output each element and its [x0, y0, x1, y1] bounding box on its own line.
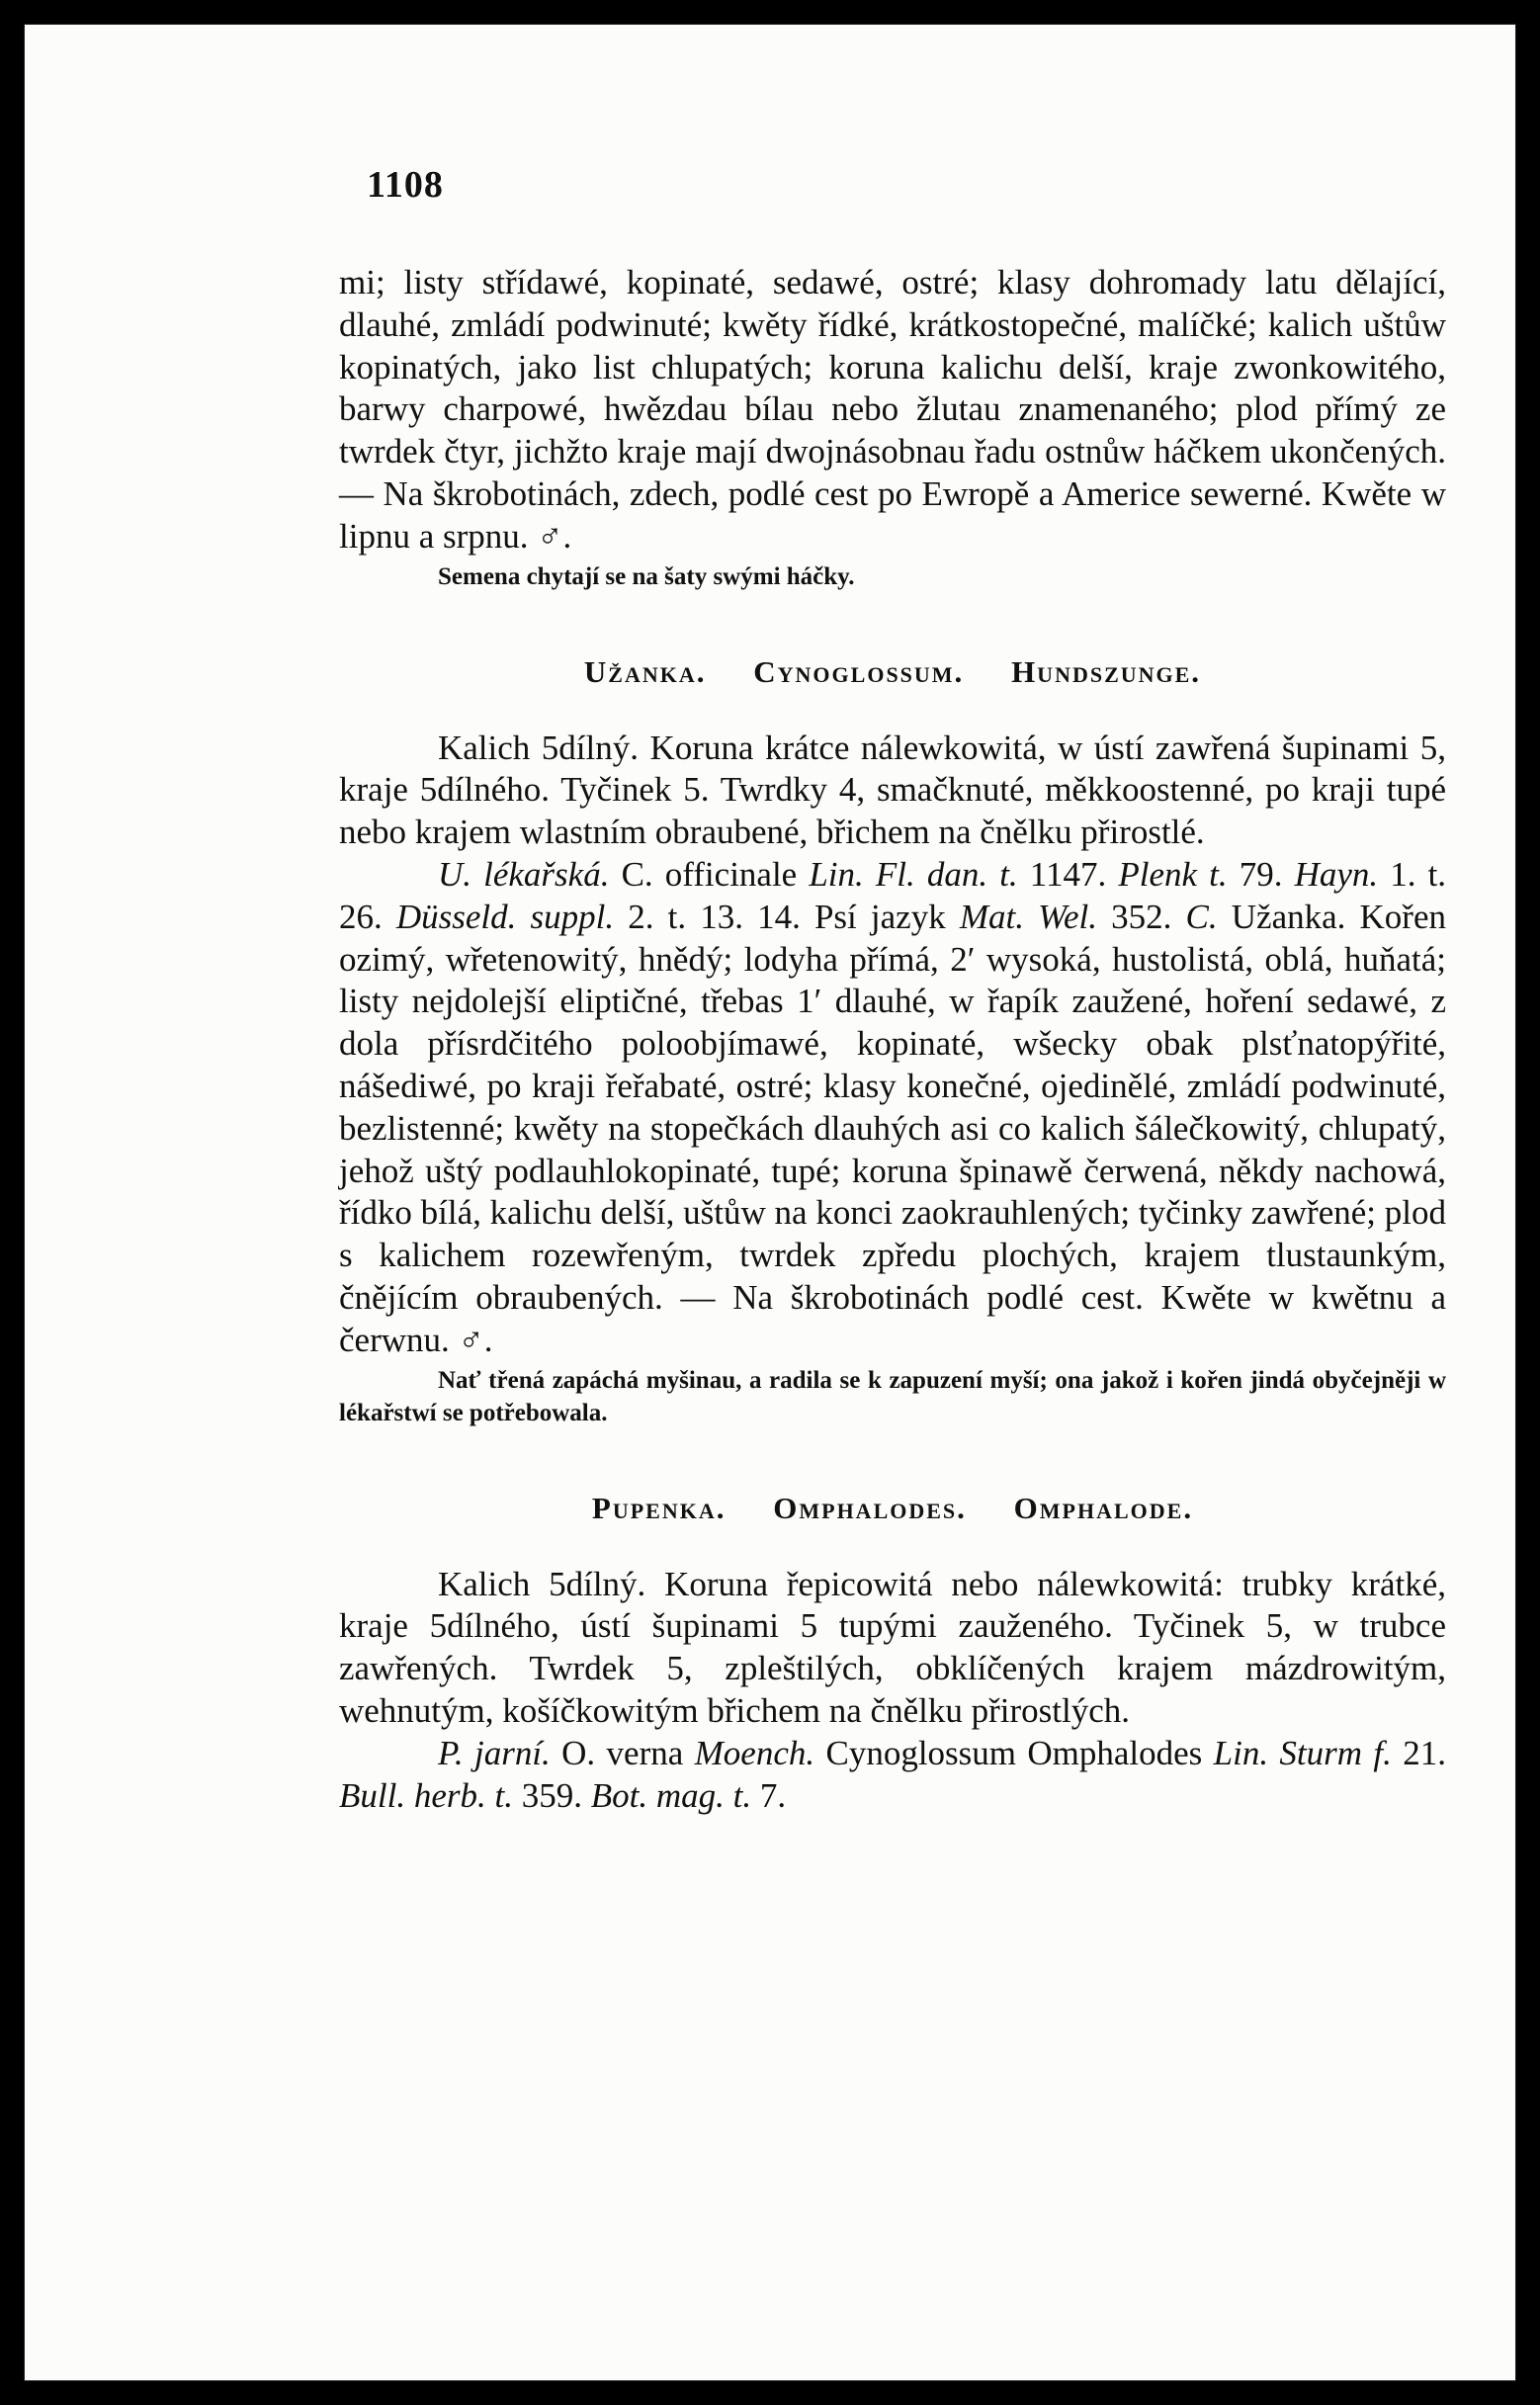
book-page [24, 24, 1516, 2381]
ref-linnaeus: Lin. [809, 854, 864, 894]
ref-bulliard: Bull. herb. t. [339, 1775, 513, 1815]
species-name: P. jarní. [438, 1733, 551, 1772]
text-column [339, 163, 1446, 1817]
ref-plenk-num: 79. [1239, 854, 1283, 894]
ref-plenk: Plenk t. [1118, 854, 1228, 894]
species-body: Užanka. Kořen ozimý, wřetenowitý, hnědý; lodyha přímá, 2′ wysoká, hustolistá, oblá, huňatá; listy nejdolejší eliptičné, třebas 1′ dlauhé, w řapík zaužené, hoření sedawé, z dola přísrdčitého poloobjímawé, kopinaté, wšecky obak plsťnatopýřité, nášediwé, po kraji řeřabaté, ostré; klasy konečné, ojedinělé, zmládí podwinuté, bezlistenné; kwěty na stopečkách dlauhých asi co kalich šálečkowitý, chlupatý, jehož uštý podlauhlokopinaté, tupé; koruna špinawě čerwená, někdy nachowá, řídko bílá, kalichu delší, uštůw na konci zaokrauhlených; tyčinky zawřené; plod s kalichem rozewřeným, twrdek zpředu plochých, krajem tlustaunkým, čnějícím obraubených. — Na škrobotinách podlé cest. Kwěte w kwětnu a čerwnu. ♂. [339, 897, 1446, 1359]
vernacular-name: Psí jazyk [813, 897, 946, 936]
genus-name-czech: Pupenka. [591, 1490, 727, 1525]
species-entry-cynoglossum [339, 854, 1446, 1362]
page-number: 1108 [367, 164, 444, 206]
genus-heading-omphalodes [339, 1491, 1446, 1526]
ref-dusseldorf: Düsseld. suppl. [395, 897, 615, 936]
genus-description-cynoglossum: Kalich 5dílný. Koruna krátce nálewkowitá, w ústí zawřená šupinami 5, kraje 5dílného. Tyčinek 5. Twrdky 4, smačknuté, měkkoostenné, po kraji tupé nebo krajem wlastním obraubené, břichem na čnělku přirostlé. [339, 728, 1446, 852]
ref-bulliard-num: 359. [521, 1775, 582, 1815]
intro-paragraph: mi; listy střídawé, kopinaté, sedawé, ostré; klasy dohromady latu dělající, dlauhé, zmládí podwinuté; kwěty řídké, krátkostopečné, malíčké; kalich uštůw kopinatých, jako list chlupatých; koruna kalichu delší, kraje zwonkowitého, barwy charpowé, hwězdau bílau nebo žlutau znamenaného; plod přímý ze twrdek čtyr, jichžto kraje mají dwojnásobnau řadu ostnůw háčkem ukončených. — Na škrobotinách, zdech, podlé cest po Ewropě a Americe sewerné. Kwěte w lipnu a srpnu. ♂. [339, 263, 1446, 556]
ref-mattioli: Mat. Wel. [959, 897, 1098, 936]
ref-sturm-num: 21. [1403, 1733, 1446, 1772]
ref-linnaeus-sturm: Lin. Sturm f. [1213, 1733, 1392, 1772]
ref-flora-danica: Fl. dan. t. [875, 854, 1018, 894]
ref-botanical-magazine: Bot. mag. t. [590, 1775, 752, 1815]
species-latin: O. verna [561, 1733, 684, 1772]
genus-heading-cynoglossum [339, 654, 1446, 690]
ref-c: C. [1185, 897, 1218, 936]
ref-hayne-num: 1. t. 26. [339, 854, 1447, 936]
genus-name-german: Hundszunge. [1011, 653, 1202, 689]
ref-mattioli-num: 352. [1111, 897, 1172, 936]
genus-name-latin: Cynoglossum. [753, 653, 965, 689]
ref-botanical-magazine-num: 7. [759, 1775, 787, 1815]
ref-hayne: Hayn. [1294, 854, 1379, 894]
species-name: U. lékařská. [438, 854, 610, 894]
intro-note: Semena chytají se na šaty swými háčky. [438, 562, 855, 590]
genus-description-omphalodes: Kalich 5dílný. Koruna řepicowitá nebo nálewkowitá: trubky krátké, kraje 5dílného, ústí šupinami 5 tupými zauženého. Tyčinek 5, w trubce zawřených. Twrdek 5, zpleštilých, obklíčených krajem mázdrowitým, wehnutým, košíčkowitým břichem na čnělku přirostlých. [339, 1564, 1446, 1730]
species-synonym: Cynoglossum Omphalodes [825, 1733, 1203, 1772]
species-entry-omphalodes [339, 1733, 1446, 1818]
species-latin: C. officinale [621, 854, 798, 894]
genus-name-german: Omphalode. [1013, 1490, 1194, 1525]
species-author: Moench. [694, 1733, 815, 1772]
genus-name-latin: Omphalodes. [773, 1490, 967, 1525]
genus-name-czech: Užanka. [583, 653, 707, 689]
ref-flora-danica-num: 1147. [1029, 854, 1107, 894]
ref-dusseldorf-num: 2. t. 13. 14. [628, 897, 801, 936]
species-note-cynoglossum: Nať třená zapáchá myšinau, a radila se k zapuzení myší; ona jakož i kořen jindá obyčejněji w lékařstwí se potřebowala. [339, 1366, 1446, 1426]
